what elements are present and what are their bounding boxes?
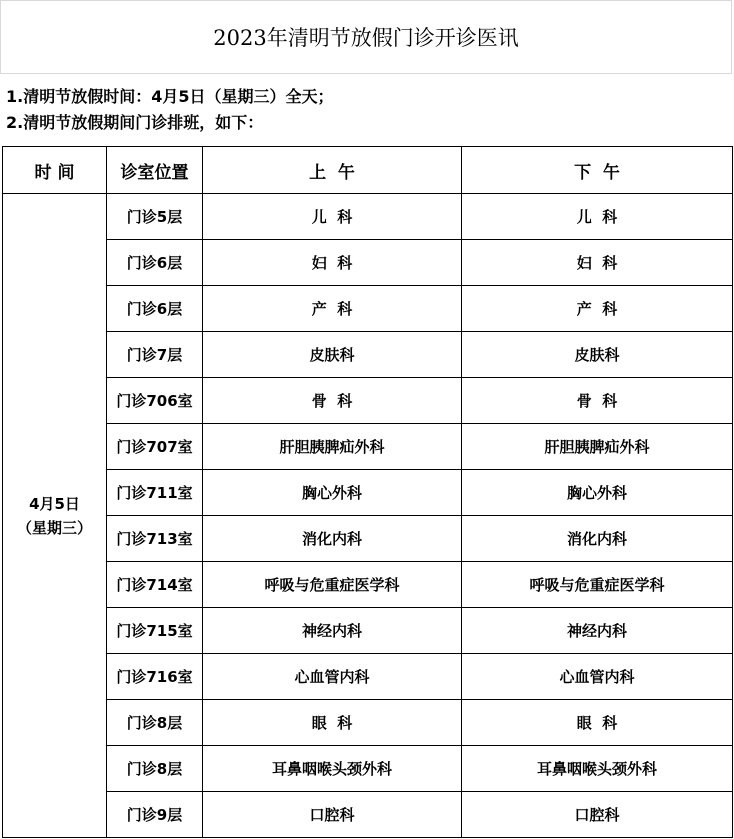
afternoon-cell: 产 科 bbox=[462, 286, 733, 332]
afternoon-cell: 呼吸与危重症医学科 bbox=[462, 562, 733, 608]
table-row bbox=[3, 516, 733, 562]
header-morning: 上 午 bbox=[203, 147, 462, 194]
afternoon-cell: 皮肤科 bbox=[462, 332, 733, 378]
afternoon-cell: 消化内科 bbox=[462, 516, 733, 562]
table-row bbox=[3, 700, 733, 746]
table-row bbox=[3, 194, 733, 240]
afternoon-cell: 胸心外科 bbox=[462, 470, 733, 516]
date-text: 4月5日 bbox=[29, 494, 80, 513]
page-title: 2023年清明节放假门诊开诊医讯 bbox=[0, 0, 732, 74]
table-row bbox=[3, 746, 733, 792]
afternoon-cell: 耳鼻咽喉头颈外科 bbox=[462, 746, 733, 792]
morning-cell: 呼吸与危重症医学科 bbox=[203, 562, 462, 608]
morning-cell: 眼 科 bbox=[203, 700, 462, 746]
morning-cell: 妇 科 bbox=[203, 240, 462, 286]
header-time: 时 间 bbox=[3, 147, 107, 194]
room-cell: 门诊715室 bbox=[107, 608, 203, 654]
room-cell: 门诊5层 bbox=[107, 194, 203, 240]
room-cell: 门诊8层 bbox=[107, 746, 203, 792]
table-row bbox=[3, 378, 733, 424]
room-cell: 门诊9层 bbox=[107, 792, 203, 838]
afternoon-cell: 肝胆胰脾疝外科 bbox=[462, 424, 733, 470]
morning-cell: 胸心外科 bbox=[203, 470, 462, 516]
schedule-table bbox=[2, 146, 733, 838]
header-afternoon: 下 午 bbox=[462, 147, 733, 194]
room-cell: 门诊716室 bbox=[107, 654, 203, 700]
morning-cell: 产 科 bbox=[203, 286, 462, 332]
table-row bbox=[3, 562, 733, 608]
room-cell: 门诊6层 bbox=[107, 286, 203, 332]
morning-cell: 口腔科 bbox=[203, 792, 462, 838]
morning-cell: 骨 科 bbox=[203, 378, 462, 424]
header-room: 诊室位置 bbox=[107, 147, 203, 194]
note-schedule-intro: 2.清明节放假期间门诊排班，如下： bbox=[6, 113, 264, 132]
afternoon-cell: 神经内科 bbox=[462, 608, 733, 654]
afternoon-cell: 妇 科 bbox=[462, 240, 733, 286]
table-row bbox=[3, 424, 733, 470]
room-cell: 门诊714室 bbox=[107, 562, 203, 608]
date-cell bbox=[3, 194, 107, 838]
morning-cell: 皮肤科 bbox=[203, 332, 462, 378]
room-cell: 门诊706室 bbox=[107, 378, 203, 424]
table-row bbox=[3, 792, 733, 838]
morning-cell: 心血管内科 bbox=[203, 654, 462, 700]
morning-cell: 神经内科 bbox=[203, 608, 462, 654]
morning-cell: 肝胆胰脾疝外科 bbox=[203, 424, 462, 470]
morning-cell: 儿 科 bbox=[203, 194, 462, 240]
room-cell: 门诊8层 bbox=[107, 700, 203, 746]
table-row bbox=[3, 332, 733, 378]
afternoon-cell: 口腔科 bbox=[462, 792, 733, 838]
table-header-row bbox=[3, 147, 733, 194]
afternoon-cell: 心血管内科 bbox=[462, 654, 733, 700]
room-cell: 门诊7层 bbox=[107, 332, 203, 378]
note-holiday-time: 1.清明节放假时间：4月5日（星期三）全天； bbox=[6, 87, 334, 106]
afternoon-cell: 眼 科 bbox=[462, 700, 733, 746]
weekday-text: （星期三） bbox=[16, 518, 92, 537]
notes-block bbox=[6, 84, 333, 136]
room-cell: 门诊707室 bbox=[107, 424, 203, 470]
afternoon-cell: 儿 科 bbox=[462, 194, 733, 240]
table-row bbox=[3, 608, 733, 654]
room-cell: 门诊6层 bbox=[107, 240, 203, 286]
room-cell: 门诊711室 bbox=[107, 470, 203, 516]
afternoon-cell: 骨 科 bbox=[462, 378, 733, 424]
room-cell: 门诊713室 bbox=[107, 516, 203, 562]
morning-cell: 耳鼻咽喉头颈外科 bbox=[203, 746, 462, 792]
table-row bbox=[3, 240, 733, 286]
morning-cell: 消化内科 bbox=[203, 516, 462, 562]
table-row bbox=[3, 654, 733, 700]
table-row bbox=[3, 470, 733, 516]
table-row bbox=[3, 286, 733, 332]
